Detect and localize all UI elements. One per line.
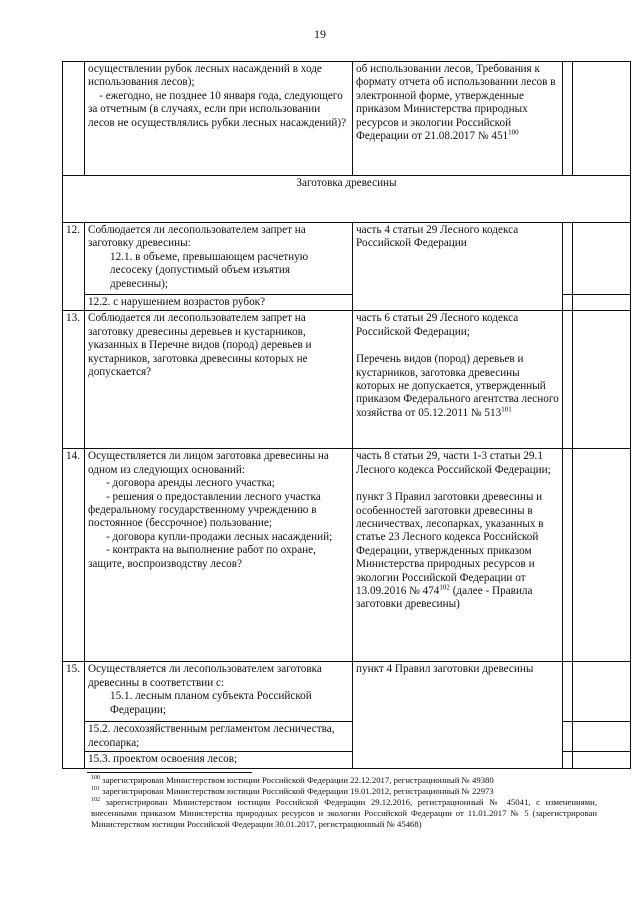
list-item: - решения о предоставлении лесного участка федеральному государственному учреждению в постоянное (бессрочное) пользование; — [88, 490, 321, 530]
page-number: 19 — [314, 27, 326, 41]
footnote-ref: 100 — [508, 128, 519, 137]
checklist-table — [62, 61, 631, 769]
reference-cell: пункт 4 Правил заготовки древесины — [353, 662, 563, 768]
sub-question: 15.3. проектом освоения лесов; — [85, 752, 353, 768]
reference-text: Перечень видов (пород) деревьев и кустарников, заготовка древесины которых не допускается, утвержденный приказом Федерального агентства лесного хозяйства от 05.12.2011 № $513^{101}$ — [356, 353, 559, 419]
list-item: - договора аренды лесного участка; — [106, 477, 275, 490]
sub-question: 12.1. в объеме, превышающем расчетную лесосеку (допустимый объем изъятия древесины); — [110, 250, 309, 290]
reference-text: часть 8 статьи 29, части 1-3 статьи 29.1 Лесного кодекса Российской Федерации; — [356, 450, 551, 476]
sub-question: 15.2. лесохозяйственным регламентом лесничества, лесопарка; — [85, 722, 353, 752]
section-title: Заготовка древесины — [63, 176, 631, 223]
sub-question: 15.1. лесным планом субъекта Российской Федерации; — [110, 690, 312, 716]
list-item: - контракта на выполнение работ по охране, защите, воспроизводству лесов? — [88, 544, 316, 570]
question-cell — [85, 662, 353, 722]
row-number: 15. — [63, 662, 85, 768]
footnotes — [91, 775, 597, 830]
reference-text: часть 6 статьи 29 Лесного кодекса Российской Федерации; — [356, 312, 519, 338]
row-number: 13. — [63, 311, 85, 449]
table-row — [63, 449, 631, 662]
question-cell — [85, 223, 353, 295]
footnote: $^{101}$ зарегистрирован Министерством юстиции Российской Федерации 19.01.2012, регистрационный № 22973 — [91, 786, 494, 796]
question-text: осуществлении рубок лесных насаждений в ходе использования лесов); - ежегодно, не позднее 10 января года, следующего за отчетным (в случаях, если при использовании лесов не осуществлялись рубки лесных насаждений)? — [88, 63, 347, 129]
question-cell — [85, 62, 353, 176]
question-text: Осуществляется ли лесопользователем заготовка древесины в соответствии с: — [88, 663, 322, 689]
table-row — [63, 311, 631, 449]
table-row — [63, 662, 631, 722]
question-text: Соблюдается ли лесопользователем запрет на заготовку древесины: — [88, 224, 306, 250]
row-number: 12. — [63, 223, 85, 311]
footnote-separator — [87, 772, 252, 773]
reference-text: пункт 3 Правил заготовки древесины и особенностей заготовки древесины в лесничествах, лесопарках, указанных в статье 23 Лесного кодекса Российской Федерации, утвержденных приказом Министерства природных ресурсов и экологии Российской Федерации от 13.09.2016 № $474^{102}$ (далее - Правила заготовки древесины) — [356, 491, 544, 611]
reference-text: об использовании лесов, Требования к формату отчета об использовании лесов в электронной форме, утвержденные приказом Министерства природных ресурсов и экологии Российской Федерации от 21.08.2017 № 451 — [356, 63, 556, 143]
section-row — [63, 176, 631, 223]
footnote-ref: 101 — [501, 405, 512, 414]
question-cell — [85, 449, 353, 662]
question-cell: Соблюдается ли лесопользователем запрет на заготовку древесины деревьев и кустарников, указанных в Перечне видов (пород) деревьев и кустарников, заготовка древесины которых не допускается? — [85, 311, 353, 449]
table-row — [63, 62, 631, 176]
footnote: $^{102}$ зарегистрирован Министерством юстиции Российской Федерации 29.12.2016, регистрационный № 45041, с изменениями, внесенными приказом Министерства природных ресурсов и экологии Российской Федерации от 11.01.2017 № 5 (зарегистрирован Министерством юстиции Российской Федерации 30.01.2017, регистрационный № 45468) — [91, 797, 598, 829]
reference-cell — [353, 449, 563, 662]
table-row — [63, 223, 631, 295]
reference-cell — [353, 62, 563, 176]
list-item: - договора купли-продажи лесных насаждений; — [106, 530, 333, 543]
reference-cell — [353, 311, 563, 449]
footnote-ref: 102 — [439, 583, 450, 592]
footnote: $^{100}$ зарегистрирован Министерством юстиции Российской Федерации 22.12.2017, регистрационный № 49380 — [91, 775, 494, 785]
row-number: 14. — [63, 449, 85, 662]
reference-cell: часть 4 статьи 29 Лесного кодекса Российской Федерации — [353, 223, 563, 311]
sub-question: 12.2. с нарушением возрастов рубок? — [85, 295, 353, 311]
question-text: Осуществляется ли лицом заготовка древесины на одном из следующих оснований: — [88, 450, 329, 476]
